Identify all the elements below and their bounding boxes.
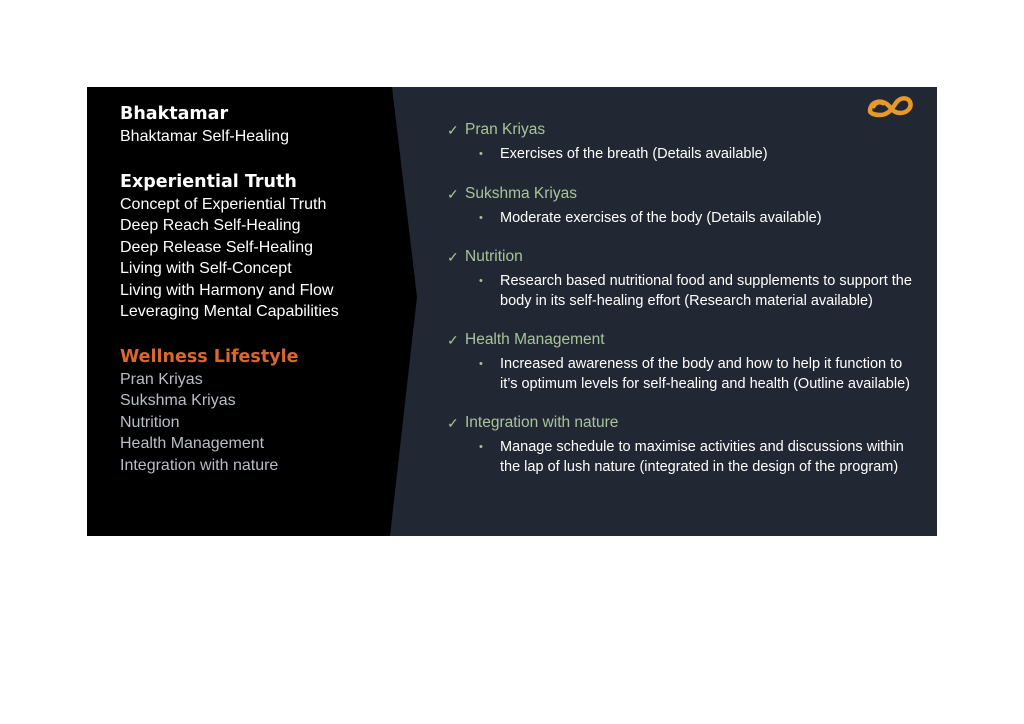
checkmark-icon: ✓ (447, 332, 459, 348)
bullet-icon: • (479, 358, 483, 370)
item-title: Integration with nature (465, 414, 619, 431)
list-item: Health Management (120, 435, 265, 452)
list-item (447, 119, 917, 165)
checkmark-icon: ✓ (447, 185, 459, 202)
list-item (447, 329, 917, 394)
left-content (120, 102, 400, 476)
checkmark-icon: ✓ (447, 122, 459, 138)
list-item: Living with Self-Concept (120, 260, 292, 277)
list-item: Sukshma Kriyas (120, 392, 236, 409)
list-item (447, 412, 917, 477)
checkmark-icon: ✓ (447, 249, 459, 265)
item-detail: Research based nutritional food and supplements to support the body in its self-healing effort (Research material available) (500, 273, 912, 309)
list-item (447, 183, 917, 229)
bullet-icon: • (479, 441, 483, 453)
item-detail: Moderate exercises of the body (Details available) (500, 209, 822, 226)
bullet-icon: • (479, 148, 483, 160)
list-item: Nutrition (120, 413, 180, 431)
list-item: Deep Reach Self-Healing (120, 217, 301, 234)
list-item: Leveraging Mental Capabilities (120, 303, 339, 320)
list-item: Concept of Experiential Truth (120, 195, 327, 213)
list-item: Living with Harmony and Flow (120, 281, 334, 299)
item-title: Sukshma Kriyas (465, 184, 577, 202)
checkmark-icon: ✓ (447, 415, 459, 431)
item-detail: Manage schedule to maximise activities and discussions within the lap of lush nature (integrated in the design of the program) (500, 439, 904, 475)
list-item: Bhaktamar Self-Healing (120, 128, 289, 145)
section-heading-experiential-truth: Experiential Truth (120, 171, 297, 192)
item-title: Pran Kriyas (465, 121, 546, 138)
bullet-icon: • (479, 275, 483, 287)
section-heading-wellness-lifestyle: Wellness Lifestyle (120, 346, 299, 367)
slide (87, 87, 937, 536)
list-item: Deep Release Self-Healing (120, 238, 313, 256)
item-title: Nutrition (465, 248, 523, 265)
section-heading-bhaktamar: Bhaktamar (120, 104, 229, 124)
list-item: Integration with nature (120, 456, 279, 474)
item-title: Health Management (465, 331, 605, 348)
list-item: Pran Kriyas (120, 370, 203, 388)
list-item (447, 246, 917, 311)
right-content (447, 119, 917, 495)
item-detail: Exercises of the breath (Details available) (500, 146, 768, 162)
item-detail: Increased awareness of the body and how to help it function to it’s optimum levels for self-healing and health (Outline available) (500, 356, 910, 392)
infinity-logo (866, 93, 918, 121)
bullet-icon: • (479, 211, 483, 224)
